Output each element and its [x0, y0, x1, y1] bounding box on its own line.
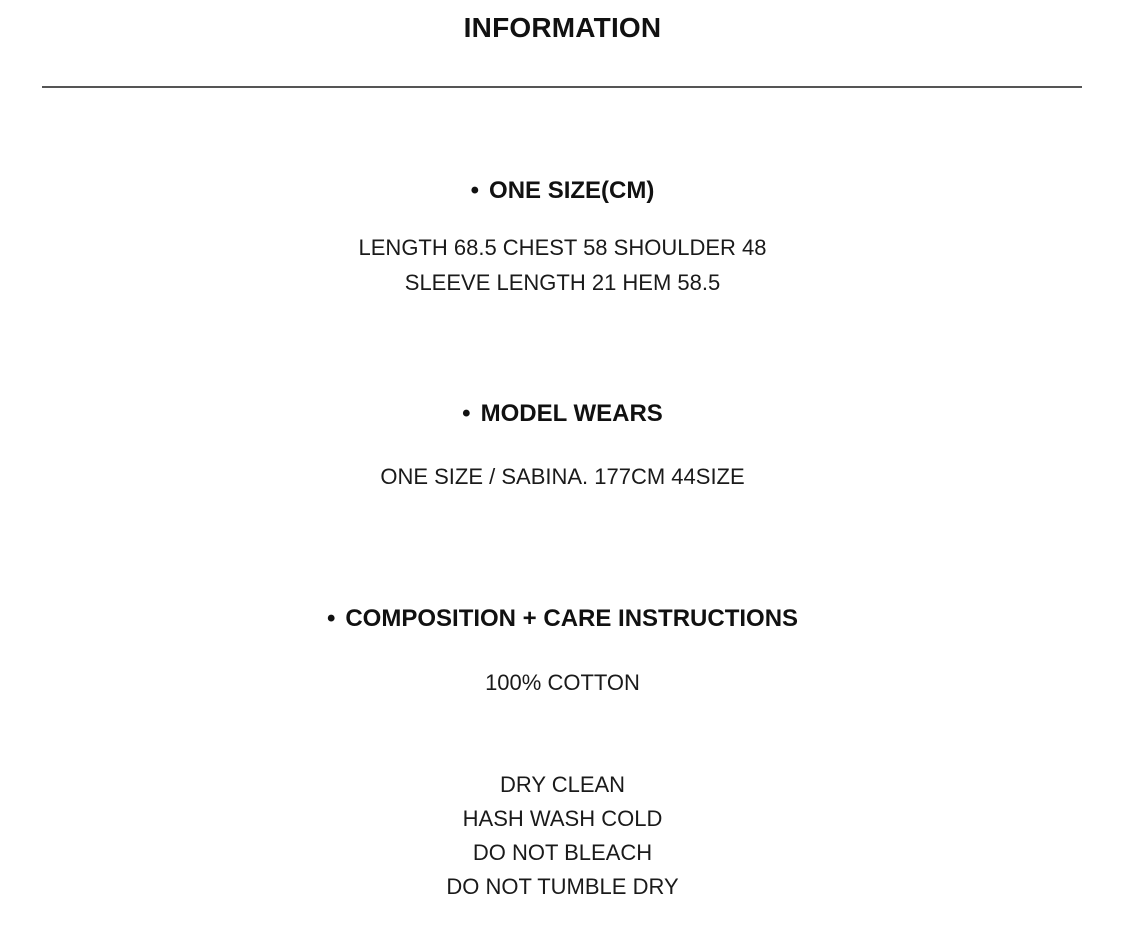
size-heading-label: ONE SIZE(CM) — [489, 177, 655, 204]
bullet-icon: • — [470, 177, 480, 204]
title-divider — [42, 86, 1082, 88]
model-line-1: ONE SIZE / SABINA. 177CM 44SIZE — [380, 464, 745, 489]
bullet-icon: • — [462, 400, 471, 427]
care-line-3: DO NOT BLEACH — [472, 840, 653, 865]
composition-heading-label: COMPOSITION + CARE INSTRUCTIONS — [345, 605, 799, 632]
bullet-icon: • — [326, 605, 336, 632]
size-heading — [0, 175, 1125, 207]
model-heading — [0, 398, 1125, 430]
size-line-1: LENGTH 68.5 CHEST 58 SHOULDER 48 — [358, 235, 767, 260]
size-line-2: SLEEVE LENGTH 21 HEM 58.5 — [404, 270, 721, 295]
composition-heading — [0, 603, 1125, 635]
page-title: INFORMATION — [463, 12, 662, 43]
model-heading-label: MODEL WEARS — [480, 400, 663, 427]
care-line-2: HASH WASH COLD — [462, 806, 663, 831]
composition-line-1: 100% COTTON — [485, 670, 640, 695]
care-line-4: DO NOT TUMBLE DRY — [446, 874, 679, 899]
care-line-1: DRY CLEAN — [499, 772, 626, 797]
